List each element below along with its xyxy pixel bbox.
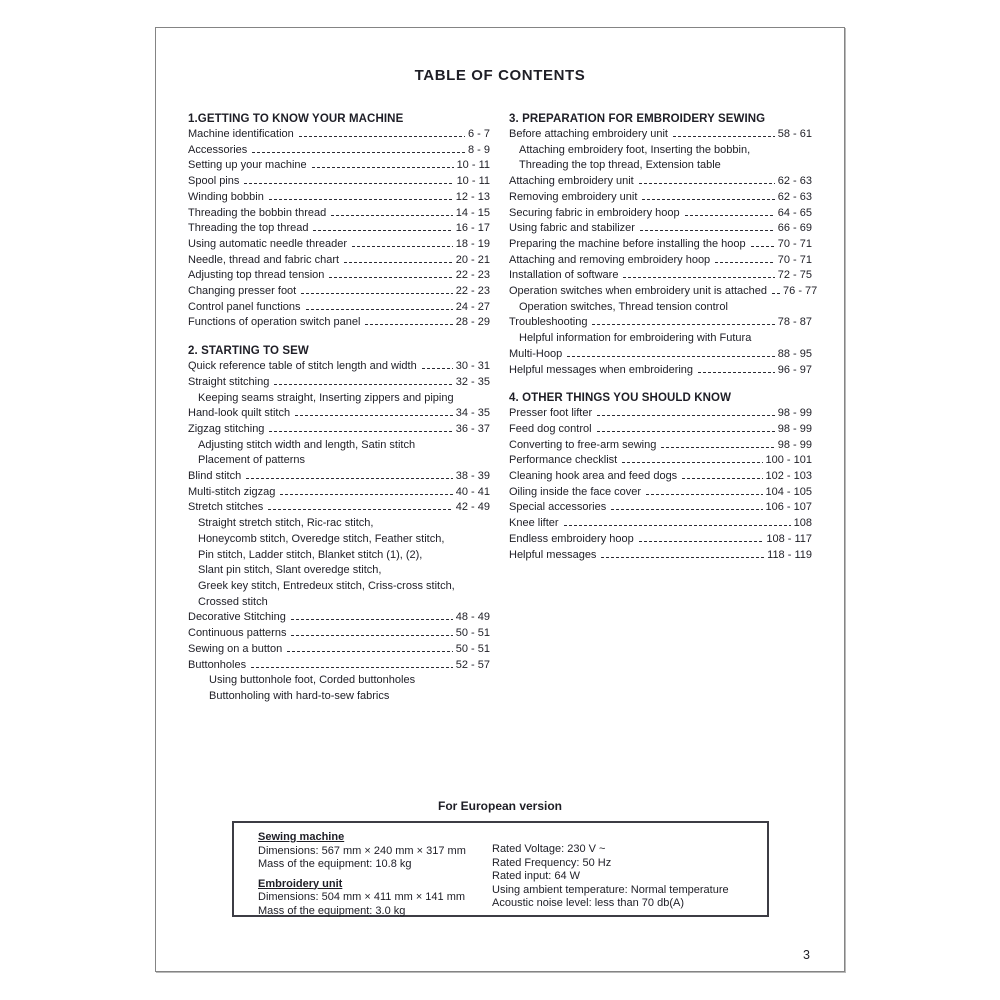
dotted-leader [639,183,775,184]
entry-page-range: 98 - 99 [777,407,812,420]
entry-page-range: 20 - 21 [455,253,490,266]
toc-entry [188,422,490,438]
entry-page-range: 40 - 41 [455,485,490,498]
entry-label: Zigzag stitching [188,422,265,435]
entry-page-range: 50 - 51 [455,627,490,640]
toc-subentry [188,673,490,689]
entry-label: Stretch stitches [188,501,264,514]
toc-column-right [509,113,818,705]
toc-entry [188,158,490,174]
entry-label: Threading the top thread, Extension table [519,159,721,172]
dotted-leader [352,246,453,247]
entry-page-range: 70 - 71 [777,237,812,250]
dotted-leader [365,324,452,325]
toc-subentry [188,579,490,595]
dotted-leader [685,215,775,216]
entry-page-range: 28 - 29 [455,316,490,329]
entry-label: Helpful messages [509,548,597,561]
entry-page-range: 64 - 65 [777,206,812,219]
toc-subentry [188,532,490,548]
entry-page-range: 42 - 49 [455,501,490,514]
entry-label: Spool pins [188,175,240,188]
entry-label: Endless embroidery hoop [509,532,634,545]
entry-label: Adjusting top thread tension [188,269,325,282]
toc-entry [509,221,812,237]
toc-subentry [509,158,812,174]
toc-entry [509,548,812,564]
entry-label: Setting up your machine [188,159,307,172]
manual-page [155,27,845,972]
entry-page-range: 34 - 35 [455,407,490,420]
toc-section [509,113,818,378]
entry-label: Removing embroidery unit [509,190,638,203]
spec-line: Acoustic noise level: less than 70 db(A) [492,897,684,909]
entry-label: Changing presser foot [188,285,297,298]
entry-label: Needle, thread and fabric chart [188,253,340,266]
entry-page-range: 108 - 117 [766,532,812,545]
dotted-leader [344,262,453,263]
entry-page-range: 38 - 39 [455,470,490,483]
dotted-leader [280,494,452,495]
entry-page-range: 78 - 87 [777,316,812,329]
entry-page-range: 102 - 103 [765,470,812,483]
dotted-leader [640,230,775,231]
page-number: 3 [803,948,810,962]
toc-entry [188,143,490,159]
toc-entry [509,347,812,363]
entry-label: Winding bobbin [188,190,264,203]
entry-label: Knee lifter [509,517,559,530]
toc-entry [509,206,812,222]
entry-label: Placement of patterns [198,454,306,467]
toc-subentry [509,331,812,347]
entry-page-range: 66 - 69 [777,222,812,235]
entry-label: Before attaching embroidery unit [509,128,668,140]
entry-page-range: 22 - 23 [455,269,490,282]
entry-label: Feed dog control [509,422,592,435]
entry-page-range: 58 - 61 [777,128,812,140]
toc-entry [509,469,812,485]
page-title: TABLE OF CONTENTS [414,67,586,84]
toc-section [188,113,490,331]
dotted-leader [564,525,791,526]
dotted-leader [639,541,764,542]
entry-page-range: 118 - 119 [767,548,812,561]
entry-label: Accessories [188,143,248,156]
toc-entry [509,190,812,206]
dotted-leader [287,651,453,652]
dotted-leader [682,478,762,479]
toc-subentry [188,516,490,532]
entry-label: Attaching embroidery unit [509,175,634,188]
entry-page-range: 10 - 11 [456,159,490,172]
entry-label: Using fabric and stabilizer [509,222,635,235]
entry-label: Honeycomb stitch, Overedge stitch, Feather stitch, [198,532,445,545]
spec-line: Mass of the equipment: 10.8 kg [258,858,412,870]
toc-entry [188,642,490,658]
toc-subentry [509,143,812,159]
toc-entry [188,221,490,237]
entry-label: Pin stitch, Ladder stitch, Blanket stitch (1), (2), [198,548,423,561]
entry-label: Helpful messages when embroidering [509,363,694,376]
entry-page-range: 52 - 57 [455,658,490,671]
section-heading: 2. STARTING TO SEW [188,345,309,358]
toc-entry [188,237,490,253]
entry-page-range: 104 - 105 [765,485,812,498]
entry-label: Buttonholing with hard-to-sew fabrics [209,689,390,702]
entry-page-range: 100 - 101 [765,454,812,467]
entry-page-range: 48 - 49 [455,611,490,624]
toc-entry [188,174,490,190]
toc-entry [188,359,490,375]
toc-entry [188,658,490,674]
entry-label: Attaching embroidery foot, Inserting the bobbin, [519,143,751,156]
section-heading: 3. PREPARATION FOR EMBROIDERY SEWING [509,113,766,125]
dotted-leader [312,167,454,168]
toc-entry [188,469,490,485]
toc-entry [188,485,490,501]
section-heading: 4. OTHER THINGS YOU SHOULD KNOW [509,392,732,405]
dotted-leader [329,277,452,278]
entry-label: Special accessories [509,501,607,514]
toc-entry [509,500,812,516]
toc-subentry [509,300,812,316]
dotted-leader [673,136,775,137]
entry-label: Installation of software [509,269,619,282]
entry-page-range: 96 - 97 [777,363,812,376]
entry-label: Using automatic needle threader [188,237,347,250]
entry-label: Machine identification [188,128,294,140]
entry-page-range: 16 - 17 [455,222,490,235]
entry-page-range: 30 - 31 [455,360,490,373]
toc-entry [188,315,490,331]
entry-label: Using buttonhole foot, Corded buttonholes [209,674,416,687]
dotted-leader [301,293,453,294]
dotted-leader [601,557,764,558]
entry-page-range: 88 - 95 [777,347,812,360]
dotted-leader [772,293,780,294]
dotted-leader [252,152,465,153]
dotted-leader [295,415,453,416]
entry-label: Control panel functions [188,300,301,313]
dotted-leader [244,183,453,184]
spec-block [258,878,490,919]
toc-entry [509,516,812,532]
toc-subentry [188,548,490,564]
entry-label: Cleaning hook area and feed dogs [509,470,678,483]
spec-line: Dimensions: 567 mm × 240 mm × 317 mm [258,844,466,857]
dotted-leader [251,667,453,668]
dotted-leader [567,356,775,357]
toc-subentry [188,689,490,705]
spec-line: Dimensions: 504 mm × 411 mm × 141 mm [258,891,466,903]
entry-label: Keeping seams straight, Inserting zippers and piping [198,391,454,404]
toc-entry [188,375,490,391]
dotted-leader [422,368,453,369]
entry-page-range: 32 - 35 [455,375,490,388]
toc-entry [509,127,812,143]
entry-label: Threading the bobbin thread [188,206,327,219]
entry-page-range: 22 - 23 [455,285,490,298]
dotted-leader [623,277,774,278]
entry-label: Multi-Hoop [509,347,563,360]
entry-page-range: 98 - 99 [777,438,812,451]
entry-page-range: 98 - 99 [777,422,812,435]
entry-page-range: 18 - 19 [455,237,490,250]
spec-line: Rated Frequency: 50 Hz [492,856,612,869]
entry-label: Crossed stitch [198,595,268,608]
spec-line: Rated input: 64 W [492,870,581,882]
entry-page-range: 72 - 75 [777,269,812,282]
toc-columns [156,113,844,705]
entry-page-range: 50 - 51 [455,642,490,655]
toc-entry [509,485,812,501]
entry-page-range: 36 - 37 [455,422,490,435]
entry-label: Securing fabric in embroidery hoop [509,206,680,219]
dotted-leader [715,262,775,263]
toc-entry [509,315,812,331]
entry-label: Performance checklist [509,454,618,467]
entry-label: Threading the top thread [188,222,309,235]
toc-entry [509,453,812,469]
specifications-box [232,821,769,917]
dotted-leader [642,199,774,200]
dotted-leader [291,635,452,636]
entry-page-range: 62 - 63 [777,190,812,203]
entry-page-range: 6 - 7 [467,128,490,140]
section-heading: 1.GETTING TO KNOW YOUR MACHINE [188,113,404,125]
entry-label: Hand-look quilt stitch [188,407,291,420]
dotted-leader [597,431,775,432]
spec-line: Rated Voltage: 230 V ~ [492,843,606,855]
toc-entry [509,268,812,284]
spec-line: Mass of the equipment: 3.0 kg [258,904,406,917]
dotted-leader [698,372,775,373]
toc-entry [509,422,812,438]
entry-page-range: 106 - 107 [765,501,812,514]
toc-entry [188,626,490,642]
spec-block [258,831,490,872]
entry-label: Operation switches when embroidery unit is attached [509,285,768,298]
entry-page-range: 108 [793,517,812,530]
toc-entry [188,190,490,206]
entry-label: Sewing on a button [188,642,283,655]
dotted-leader [269,199,453,200]
entry-label: Straight stretch stitch, Ric-rac stitch, [198,517,374,530]
toc-subentry [188,595,490,611]
toc-entry [509,532,812,548]
entry-page-range: 70 - 71 [777,253,812,266]
entry-page-range: 12 - 13 [455,190,490,203]
toc-subentry [188,391,490,407]
dotted-leader [331,215,453,216]
dotted-leader [306,309,453,310]
toc-entry [188,253,490,269]
toc-entry [188,500,490,516]
toc-column-left [188,113,490,705]
toc-subentry [188,438,490,454]
toc-entry [188,610,490,626]
entry-label: Presser foot lifter [509,407,593,420]
spec-block-title: Embroidery unit [258,877,343,890]
european-version-heading: For European version [437,799,563,813]
entry-label: Blind stitch [188,470,242,483]
toc-entry [509,237,812,253]
dotted-leader [622,462,762,463]
entry-label: Continuous patterns [188,627,287,640]
toc-entry [509,438,812,454]
entry-label: Multi-stitch zigzag [188,485,276,498]
entry-page-range: 14 - 15 [455,206,490,219]
toc-section [188,345,490,704]
dotted-leader [313,230,452,231]
toc-entry [188,406,490,422]
dotted-leader [592,324,774,325]
entry-page-range: 62 - 63 [777,175,812,188]
dotted-leader [299,136,465,137]
spec-machine-column [234,823,490,915]
entry-page-range: 10 - 11 [456,175,490,188]
spec-line: Using ambient temperature: Normal temperature [492,883,729,896]
entry-label: Adjusting stitch width and length, Satin stitch [198,438,416,451]
entry-page-range: 24 - 27 [455,300,490,313]
spec-block-title: Sewing machine [258,831,345,843]
entry-label: Decorative Stitching [188,611,286,624]
toc-entry [188,284,490,300]
dotted-leader [646,494,762,495]
entry-page-range: 76 - 77 [783,285,818,298]
dotted-leader [611,509,762,510]
dotted-leader [246,478,453,479]
entry-label: Attaching and removing embroidery hoop [509,253,711,266]
entry-label: Greek key stitch, Entredeux stitch, Criss-cross stitch, [198,579,455,592]
entry-label: Helpful information for embroidering with Futura [519,332,752,345]
entry-page-range: 8 - 9 [467,143,490,156]
toc-subentry [188,453,490,469]
entry-label: Slant pin stitch, Slant overedge stitch, [198,564,382,577]
toc-subentry [188,563,490,579]
entry-label: Operation switches, Thread tension control [519,300,728,313]
toc-entry [509,406,812,422]
dotted-leader [751,246,775,247]
dotted-leader [269,431,452,432]
entry-label: Troubleshooting [509,316,588,329]
toc-entry [509,174,812,190]
spec-electrical-column [490,823,767,915]
dotted-leader [661,447,774,448]
entry-label: Preparing the machine before installing the hoop [509,237,746,250]
dotted-leader [597,415,775,416]
dotted-leader [291,619,453,620]
toc-entry [509,253,812,269]
entry-label: Buttonholes [188,658,247,671]
toc-section [509,392,812,563]
entry-label: Quick reference table of stitch length and width [188,360,417,373]
entry-label: Functions of operation switch panel [188,316,361,329]
dotted-leader [268,509,453,510]
toc-entry [188,268,490,284]
toc-entry [509,284,818,300]
dotted-leader [274,384,452,385]
toc-entry [188,300,490,316]
entry-label: Converting to free-arm sewing [509,438,657,451]
entry-label: Straight stitching [188,375,270,388]
toc-entry [188,127,490,143]
toc-entry [509,363,812,379]
toc-entry [188,206,490,222]
entry-label: Oiling inside the face cover [509,485,642,498]
